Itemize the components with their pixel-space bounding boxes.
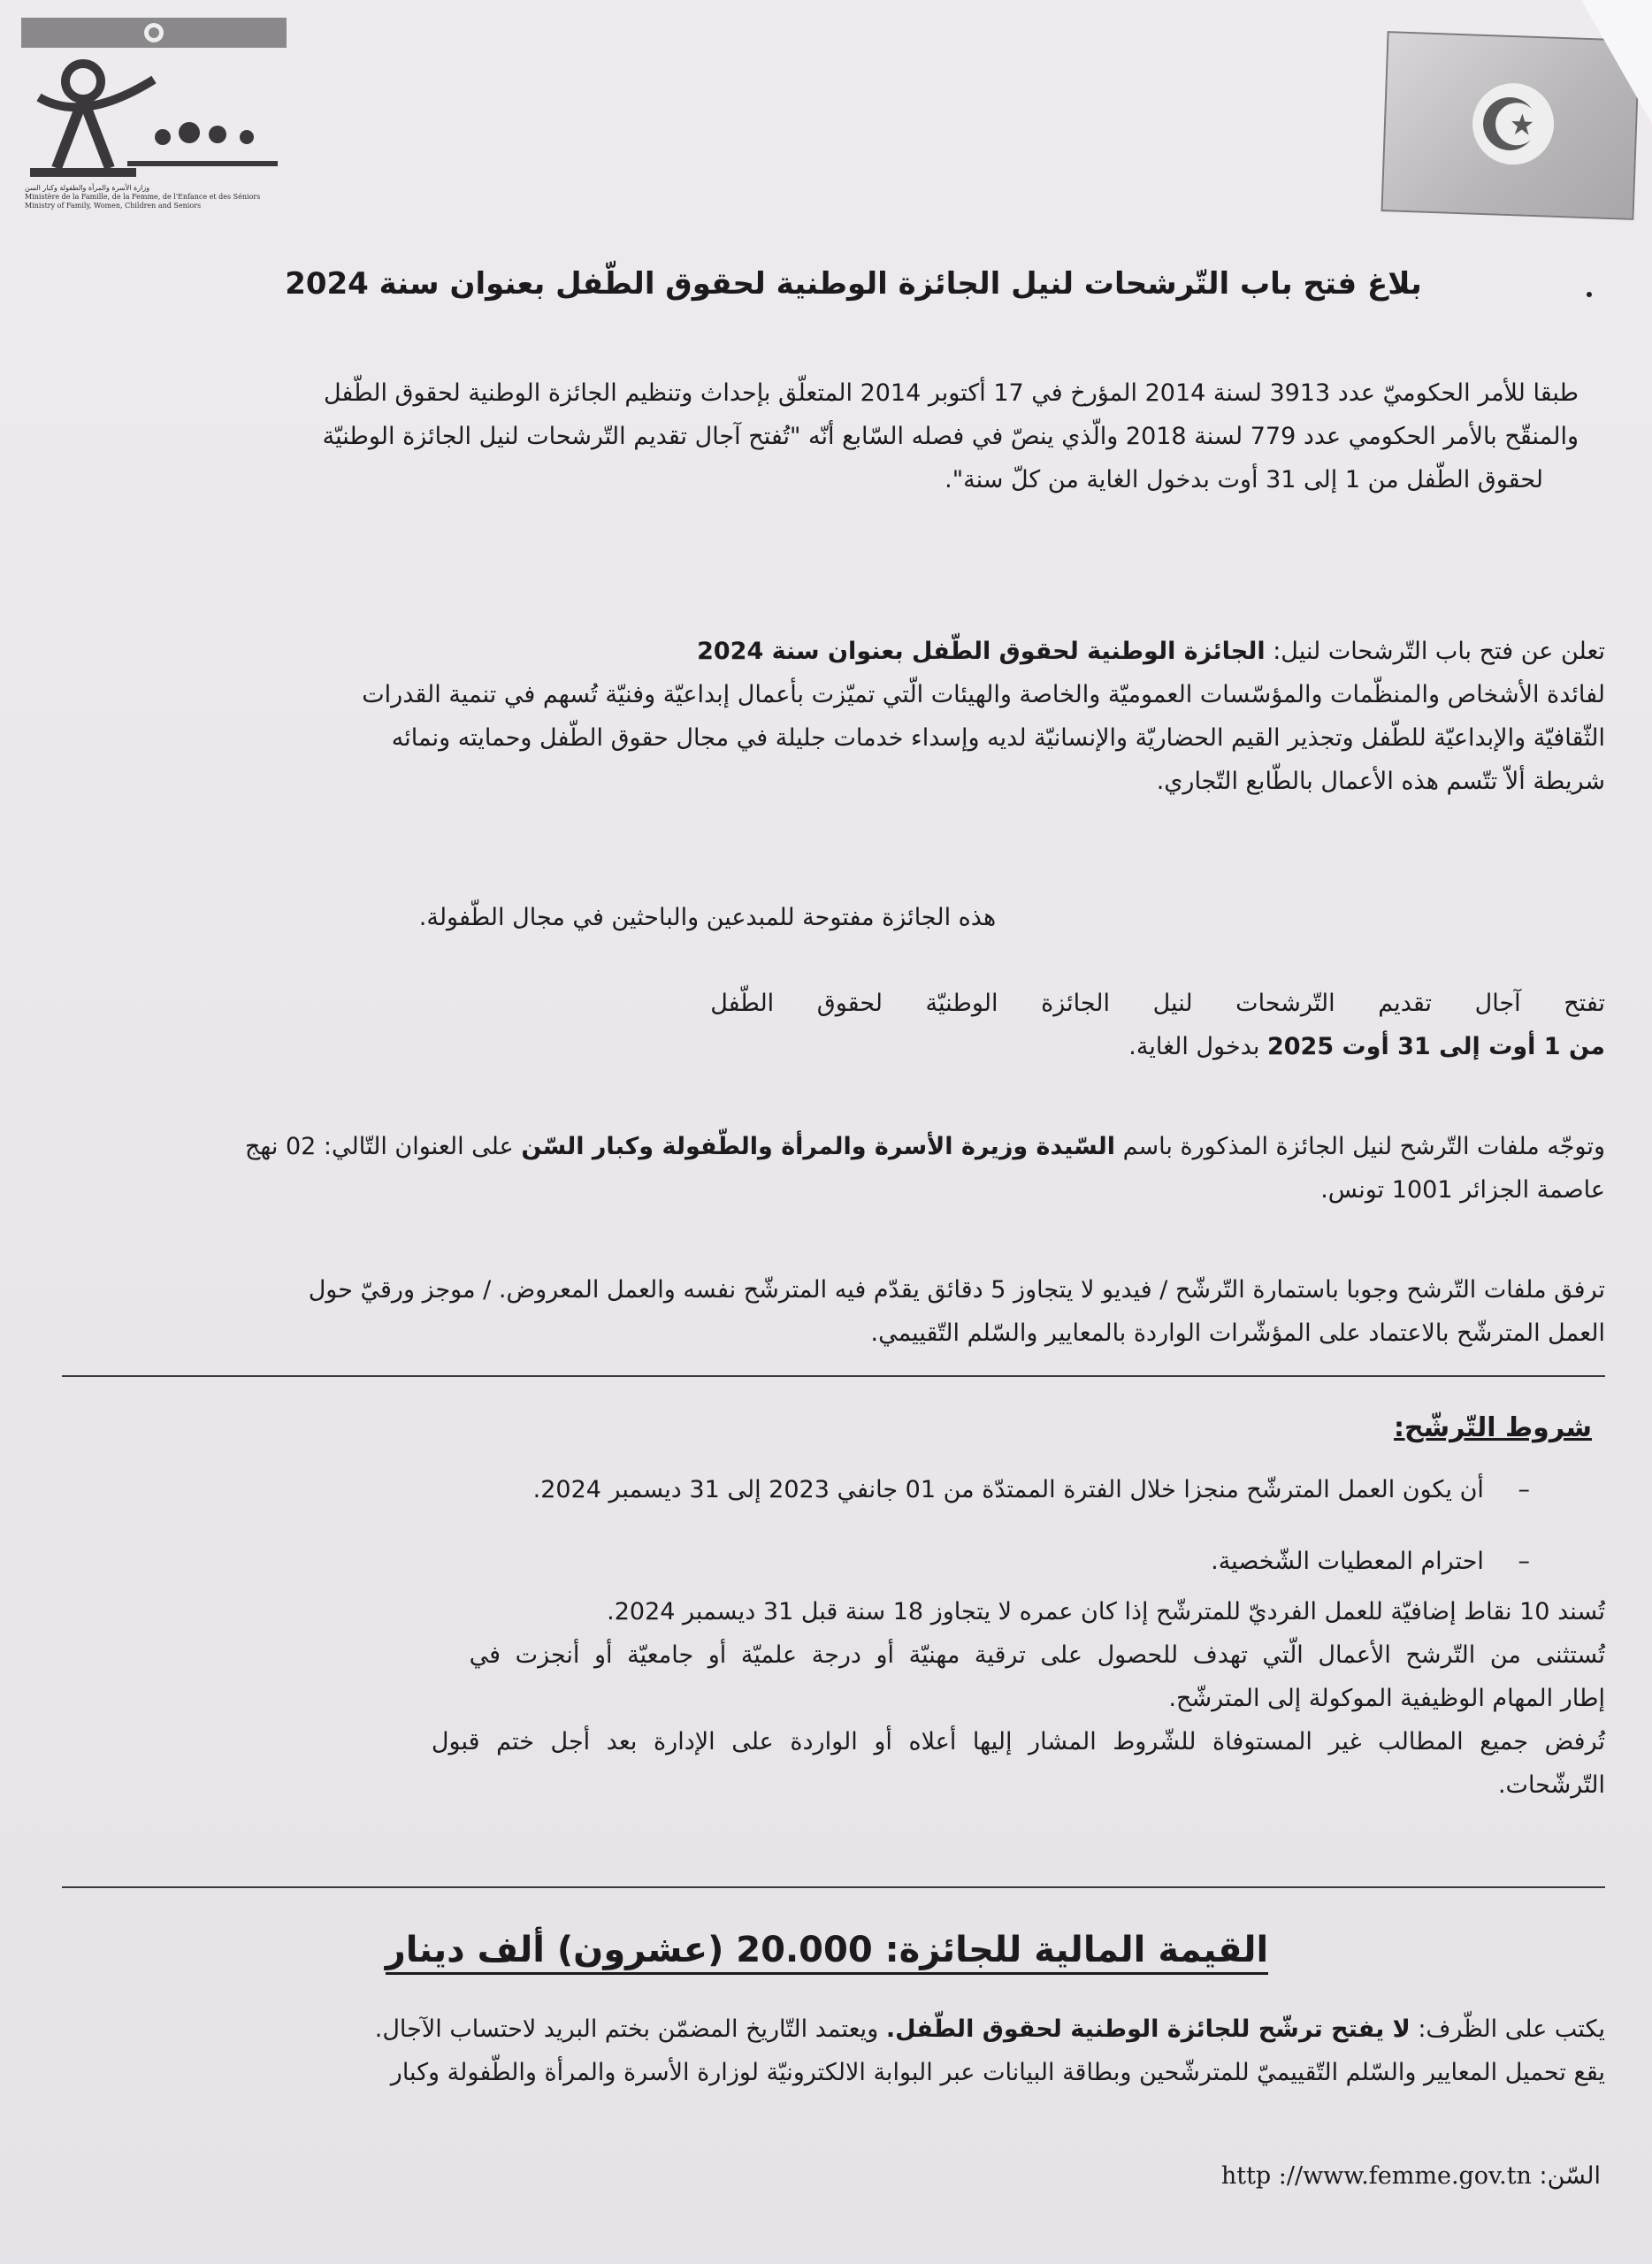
address-lead-end: على العنوان التّالي: 02 نهج [244, 1133, 514, 1160]
ministry-caption-fr: Ministère de la Famille, de la Femme, de l'Enfance et des Séniors [25, 193, 261, 201]
ministry-caption-en: Ministry of Family, Women, Children and Seniors [25, 202, 202, 210]
envelope-instruction [62, 2008, 1605, 2051]
extra-rule-line: التّرشّحات. [1497, 1771, 1605, 1799]
announcement-line: شريطة ألاّ تتّسم هذه الأعمال بالطّابع التّجاري. [1156, 768, 1605, 795]
deadline-paragraph [62, 982, 1605, 1068]
intro-paragraph [62, 371, 1605, 501]
condition-text: أن يكون العمل المترشّح منجزا خلال الفترة الممتدّة من 01 جانفي 2023 إلى 31 ديسمبر 2024. [532, 1476, 1484, 1503]
intro-line: طبقا للأمر الحكوميّ عدد 3913 لسنة 2014 المؤرخ في 17 أكتوبر 2014 المتعلّق بإحداث وتنظيم الجائزة الوطنية لحقوق الطّفل [323, 379, 1579, 407]
intro-line: لحقوق الطّفل من 1 إلى 31 أوت بدخول الغاية من كلّ سنة". [945, 466, 1543, 493]
attachments-line: ترفق ملفات التّرشح وجوبا باستمارة التّرشّح / فيديو لا يتجاوز 5 دقائق يقدّم فيه المترشّح نفسه والعمل المعروض. / موجز ورقيّ حول [308, 1276, 1605, 1304]
condition-item [265, 1468, 1530, 1511]
website-link[interactable]: http ://www.femme.gov.tn [1220, 2162, 1532, 2190]
announcement-paragraph [62, 630, 1605, 803]
attachments-line: العمل المترشّح بالاعتماد على المؤشّرات الواردة بالمعايير والسّلم التّقييمي. [870, 1319, 1605, 1347]
open-to-line: هذه الجائزة مفتوحة للمبدعين والباحثين في مجال الطّفولة. [418, 904, 997, 931]
conditions-heading: شروط التّرشّح: [1394, 1412, 1592, 1443]
deadline-dates-bold: من 1 أوت إلى 31 أوت 2025 [1266, 1033, 1605, 1060]
address-paragraph [62, 1125, 1605, 1212]
section-divider [62, 1375, 1605, 1377]
announcement-line: الثّقافيّة والإبداعيّة للطّفل وتجذير القيم الحضاريّة والإنسانيّة لديه وإسداء خدمات جليلة في مجال حقوق الطّفل وحمايته ونمائه [391, 724, 1605, 752]
announcement-lead [62, 630, 1605, 673]
crescent-star-icon [1469, 80, 1556, 167]
address-lead [62, 1125, 1605, 1168]
website-line [1105, 2154, 1601, 2198]
extra-rule-line: تُرفض جميع المطالب غير المستوفاة للشّروط المشار إليها أعلاه أو الواردة على الإدارة بعد أجل ختم قبول [431, 1728, 1605, 1755]
attachments-paragraph [62, 1268, 1605, 1355]
prize-amount [265, 1924, 1388, 1977]
section-divider [62, 1886, 1605, 1888]
deadline-dates-rest: بدخول الغاية. [1128, 1033, 1260, 1060]
intro-line: والمنقّح بالأمر الحكومي عدد 779 لسنة 2018 والّذي ينصّ في فصله السّابع أنّه "تُفتح آجال تقديم التّرشحات لنيل الجائزة الوطنيّة [322, 423, 1579, 450]
envelope-lead: يكتب على الظّرف: [1418, 2015, 1605, 2043]
prize-amount-text: القيمة المالية للجائزة: 20.000 (عشرون) ألف دينار [386, 1930, 1268, 1975]
extra-rule-line: إطار المهام الوظيفية الموكولة إلى المترشّح. [1168, 1685, 1605, 1712]
minister-name: السّيدة وزيرة الأسرة والمرأة والطّفولة وكبار السّن [521, 1133, 1115, 1160]
envelope-label: لا يفتح ترشّح للجائزة الوطنية لحقوق الطّفل. [885, 2015, 1411, 2043]
extra-rule-line: تُسند 10 نقاط إضافيّة للعمل الفرديّ للمترشّح إذا كان عمره لا يتجاوز 18 سنة قبل 31 ديسمبر 2024. [607, 1598, 1605, 1625]
website-lead: السّن: [1539, 2162, 1601, 2190]
download-line: يقع تحميل المعايير والسّلم التّقييميّ للمترشّحين وبطاقة البيانات عبر البوابة الالكترونيّة لوزارة الأسرة والمرأة والطّفولة وكبار [390, 2059, 1605, 2086]
announcement-line: لفائدة الأشخاص والمنظّمات والمؤسّسات العموميّة والخاصة والهيئات الّتي تميّزت بأعمال إبداعيّة وفنيّة تُسهم في تنمية القدرات [362, 681, 1605, 708]
deadline-line: تفتح آجال تقديم التّرشحات لنيل الجائزة الوطنيّة لحقوق الطّفل [710, 990, 1605, 1017]
address-lead-text: وتوجّه ملفات التّرشح لنيل الجائزة المذكورة باسم [1122, 1133, 1605, 1160]
list-dash: – [1518, 1548, 1530, 1575]
extra-rule-line: تُستثنى من التّرشح الأعمال الّتي تهدف للحصول على ترقية مهنيّة أو درجة علميّة أو جامعيّة أو أنجزت في [469, 1641, 1605, 1669]
announcement-lead-text: تعلن عن فتح باب التّرشحات لنيل: [1273, 638, 1605, 665]
ministry-caption-ar: وزارة الأسرة والمرأة والطفولة وكبار السن [25, 184, 150, 192]
address-line: عاصمة الجزائر 1001 تونس. [1320, 1176, 1605, 1204]
decorative-dot [1587, 292, 1592, 297]
list-dash: – [1518, 1476, 1530, 1503]
announcement-award-name: الجائزة الوطنية لحقوق الطّفل بعنوان سنة 2024 [697, 638, 1266, 665]
extra-rules-paragraph [62, 1590, 1605, 1807]
envelope-rest: ويعتمد التّاريخ المضمّن بختم البريد لاحتساب الآجال. [374, 2015, 879, 2043]
deadline-dates [62, 1025, 1605, 1068]
page-title: بلاغ فتح باب التّرشحات لنيل الجائزة الوطنية لحقوق الطّفل بعنوان سنة 2024 [285, 266, 1422, 302]
condition-text: احترام المعطيات الشّخصية. [1211, 1548, 1484, 1575]
footer-paragraph [62, 2008, 1605, 2094]
condition-item [265, 1540, 1530, 1583]
page-curl [1581, 0, 1652, 124]
ministry-caption [25, 184, 290, 210]
